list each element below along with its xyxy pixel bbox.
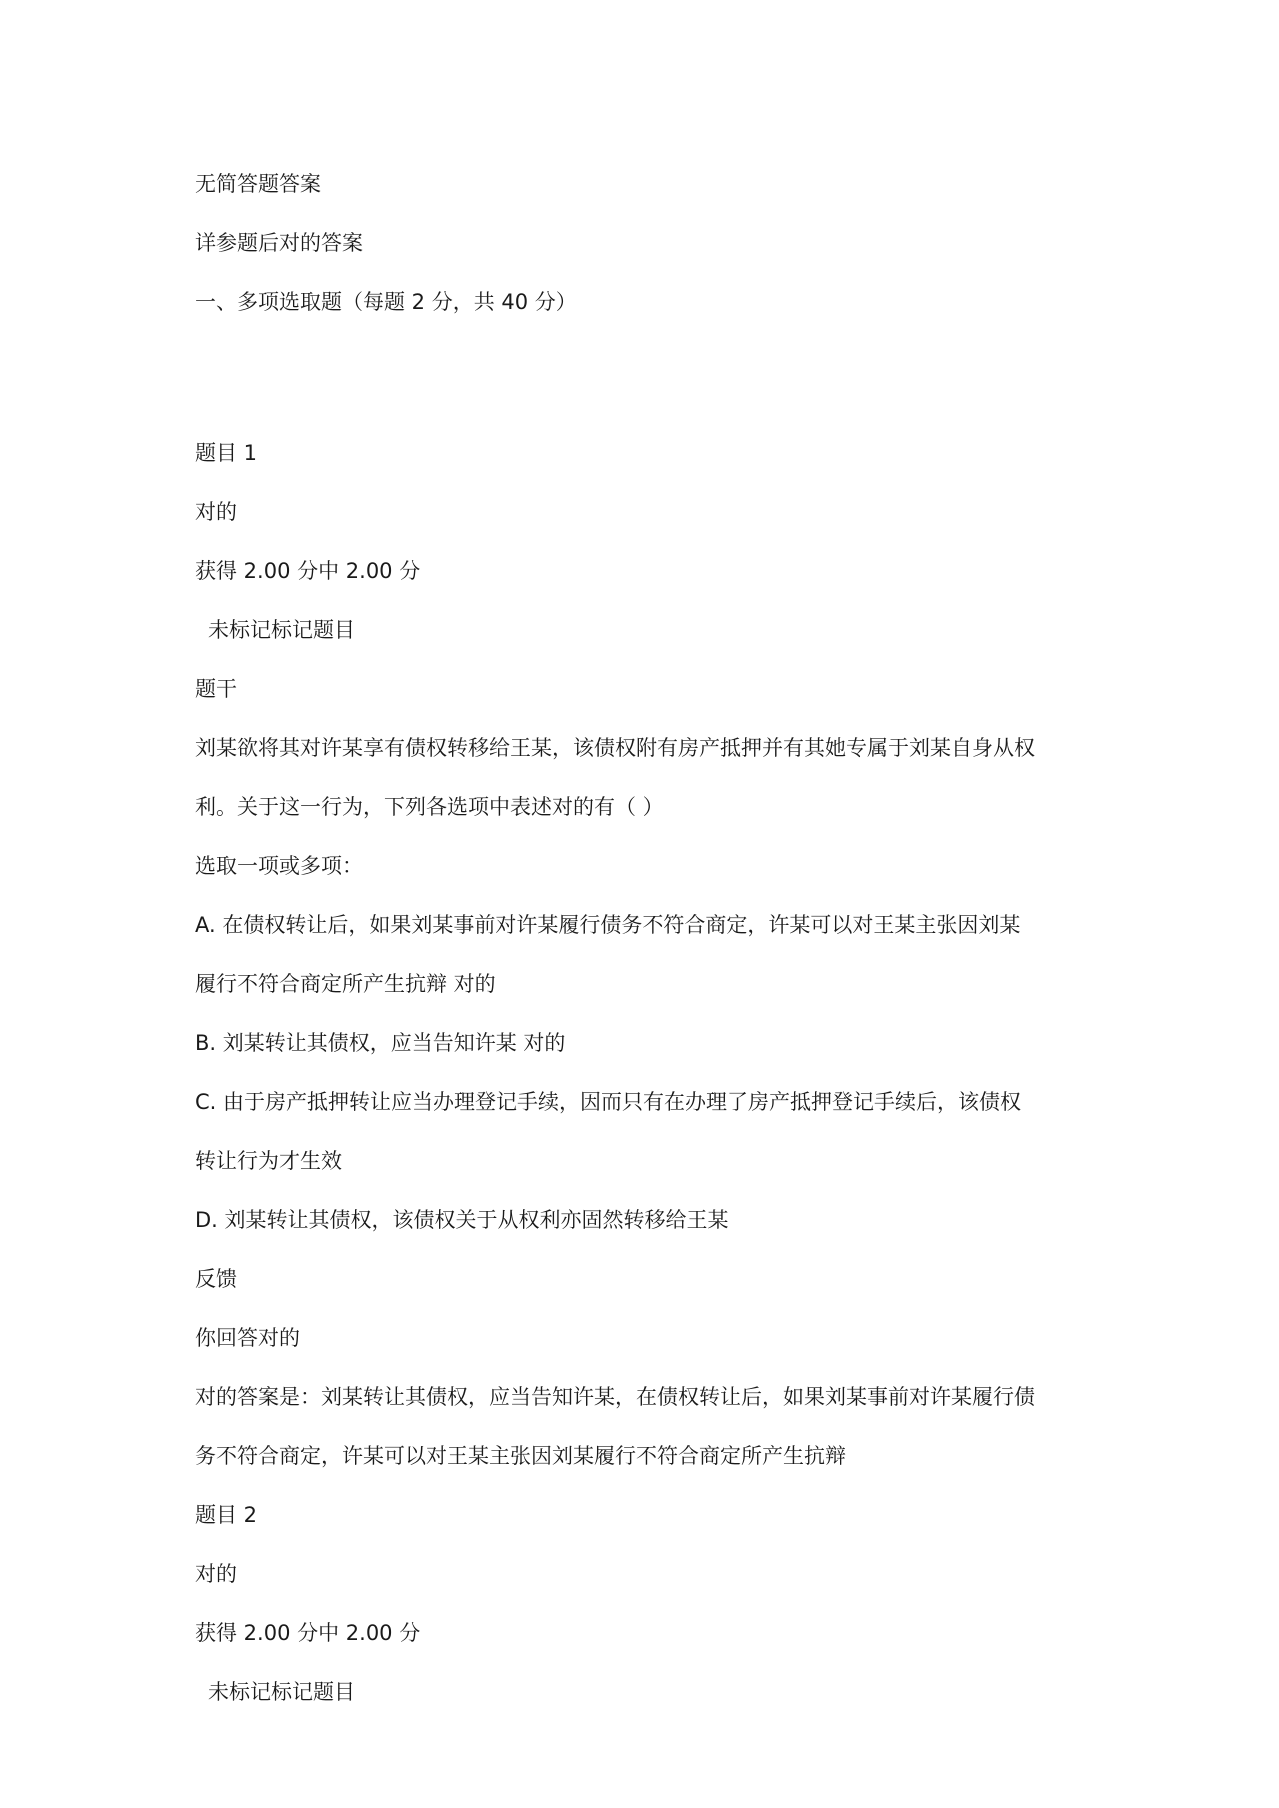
- stem-label: 题干: [195, 677, 237, 701]
- question-status: 对的: [195, 1562, 237, 1586]
- option-c: C. 由于房产抵押转让应当办理登记手续，因而只有在办理了房产抵押登记手续后，该债权: [195, 1090, 1022, 1114]
- stem-text-line: 刘某欲将其对许某享有债权转移给王某，该债权附有房产抵押并有其她专属于刘某自身从权: [195, 736, 1035, 760]
- flag-question-link[interactable]: 未标记标记题目: [208, 1680, 355, 1704]
- option-c-continued: 转让行为才生效: [195, 1149, 342, 1173]
- question-block-1: [195, 433, 1095, 1495]
- stem-text-line: 利。关于这一行为，下列各选项中表述对的有（ ）: [195, 795, 664, 819]
- subheader-note: 详参题后对的答案: [195, 231, 363, 255]
- question-score: 获得 2.00 分中 2.00 分: [195, 1621, 421, 1645]
- flag-question-link[interactable]: 未标记标记题目: [208, 618, 355, 642]
- option-d: D. 刘某转让其债权，该债权关于从权利亦固然转移给王某: [195, 1208, 729, 1232]
- question-number: 题目 1: [195, 441, 258, 465]
- spacer: [195, 341, 1095, 433]
- option-a-continued: 履行不符合商定所产生抗辩 对的: [195, 972, 496, 996]
- feedback-label: 反馈: [195, 1267, 237, 1291]
- option-a: A. 在债权转让后，如果刘某事前对许某履行债务不符合商定，许某可以对王某主张因刘某: [195, 913, 1021, 937]
- header-note: 无简答题答案: [195, 172, 321, 196]
- feedback-result: 你回答对的: [195, 1326, 300, 1350]
- document-content: [195, 164, 1095, 1731]
- question-block-2: [195, 1495, 1095, 1731]
- question-score: 获得 2.00 分中 2.00 分: [195, 559, 421, 583]
- option-b: B. 刘某转让其债权，应当告知许某 对的: [195, 1031, 566, 1055]
- question-number: 题目 2: [195, 1503, 258, 1527]
- answer-instruction: 选取一项或多项：: [195, 854, 363, 878]
- correct-answer-line: 对的答案是：刘某转让其债权，应当告知许某，在债权转让后，如果刘某事前对许某履行债: [195, 1385, 1035, 1409]
- question-status: 对的: [195, 500, 237, 524]
- section-title: 一、多项选取题（每题 2 分，共 40 分）: [195, 290, 577, 314]
- correct-answer-line: 务不符合商定，许某可以对王某主张因刘某履行不符合商定所产生抗辩: [195, 1444, 846, 1468]
